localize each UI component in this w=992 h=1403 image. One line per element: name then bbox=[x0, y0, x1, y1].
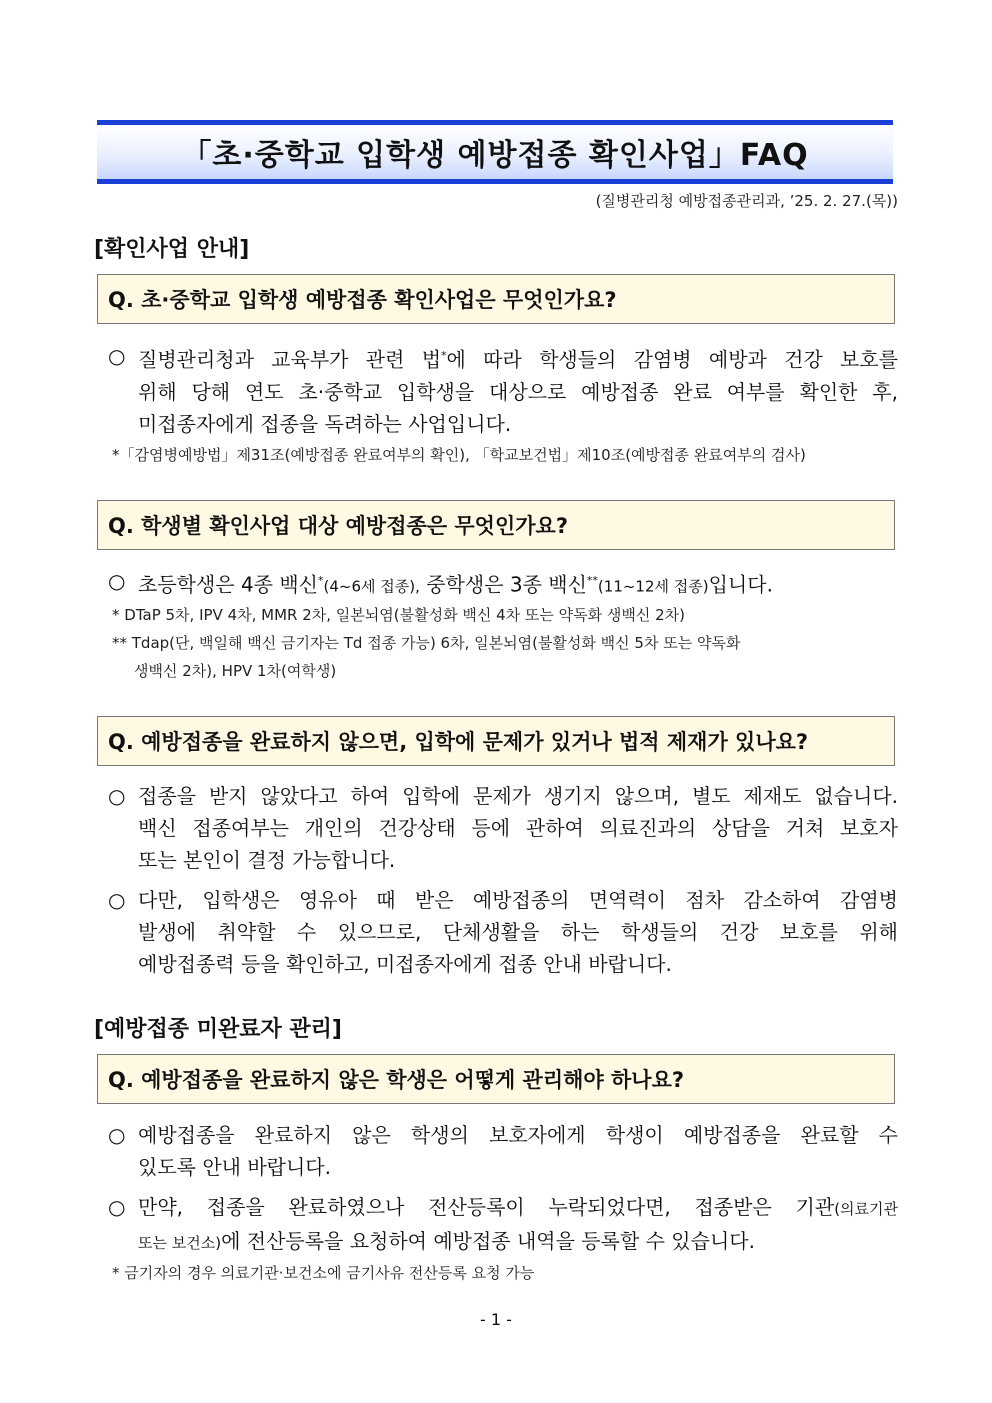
footnote-1: *「감염병예방법」제31조(예방접종 완료여부의 확인), 「학교보건법」제10조(예방접종 완료여부의 검사) bbox=[112, 446, 806, 464]
bullet-icon: ○ bbox=[108, 344, 126, 368]
section-heading-management: [예방접종 미완료자 관리] bbox=[94, 1017, 342, 1042]
bullet-icon: ○ bbox=[108, 888, 126, 912]
document-meta: (질병관리청 예방접종관리과, ’25. 2. 27.(목)) bbox=[595, 192, 898, 210]
question-box-2 bbox=[97, 500, 895, 550]
question-3: Q. 예방접종을 완료하지 않으면, 입학에 문제가 있거나 법적 제재가 있나요? bbox=[108, 730, 809, 754]
page-number: - 1 - bbox=[480, 1310, 512, 1329]
question-2: Q. 학생별 확인사업 대상 예방접종은 무엇인가요? bbox=[108, 514, 568, 538]
answer-4-bullet-1: ○ 예방접종을 완료하지 않은 학생의 보호자에게 학생이 예방접종을 완료할 수 있도록 안내 바랍니다. bbox=[108, 1119, 898, 1183]
answer-4-bullet-2: ○ 만약, 접종을 완료하였으나 전산등록이 누락되었다면, 접종받은 기관(의료기관 또는 보건소)에 전산등록을 요청하여 예방접종 내역을 등록할 수 있습니다. bbox=[108, 1191, 898, 1259]
bullet-icon: ○ bbox=[108, 1123, 126, 1147]
document-title: 「초·중학교 입학생 예방접종 확인사업」FAQ bbox=[181, 138, 809, 173]
answer-3-bullet-2: ○ 다만, 입학생은 영유아 때 받은 예방접종의 면역력이 점차 감소하여 감염병 발생에 취약할 수 있으므로, 단체생활을 하는 학생들의 건강 보호를 위해 예방접종력 등을 확인하고, 미접종자에게 접종 안내 바랍니다. bbox=[108, 884, 898, 980]
answer-3-bullet-1: ○ 접종을 받지 않았다고 하여 입학에 문제가 생기지 않으며, 별도 제재도 없습니다. 백신 접종여부는 개인의 건강상태 등에 관하여 의료진과의 상담을 거쳐 보호자 또는 본인이 결정 가능합니다. bbox=[108, 780, 898, 876]
bullet-icon: ○ bbox=[108, 784, 126, 808]
question-box-3 bbox=[97, 716, 895, 766]
bullet-icon: ○ bbox=[108, 1195, 126, 1219]
question-box-1 bbox=[97, 274, 895, 324]
document-title-box bbox=[97, 120, 893, 184]
question-box-4 bbox=[97, 1054, 895, 1104]
question-1: Q. 초·중학교 입학생 예방접종 확인사업은 무엇인가요? bbox=[108, 288, 617, 312]
question-4: Q. 예방접종을 완료하지 않은 학생은 어떻게 관리해야 하나요? bbox=[108, 1068, 685, 1092]
footnote-2: * DTaP 5차, IPV 4차, MMR 2차, 일본뇌염(불활성화 백신 4차 또는 약독화 생백신 2차) ** Tdap(단, 백일해 백신 금기자는 Td 접종 가능) 6차, 일본뇌염(불활성화 백신 5차 또는 약독화 생백신 2차), HPV 1차(여학생) bbox=[112, 606, 741, 680]
answer-1: ○ 질병관리청과 교육부가 관련 법*에 따라 학생들의 감염병 예방과 건강 보호를 위해 당해 연도 초·중학교 입학생을 대상으로 예방접종 완료 여부를 확인한 후, 미접종자에게 접종을 독려하는 사업입니다. bbox=[108, 340, 898, 440]
bullet-icon: ○ bbox=[108, 569, 126, 593]
footnote-4: * 금기자의 경우 의료기관·보건소에 금기사유 전산등록 요청 가능 bbox=[112, 1264, 535, 1282]
section-heading-guide: [확인사업 안내] bbox=[94, 237, 250, 262]
answer-2: ○ 초등학생은 4종 백신*(4~6세 접종), 중학생은 3종 백신**(11~12세 접종)입니다. bbox=[108, 565, 898, 603]
